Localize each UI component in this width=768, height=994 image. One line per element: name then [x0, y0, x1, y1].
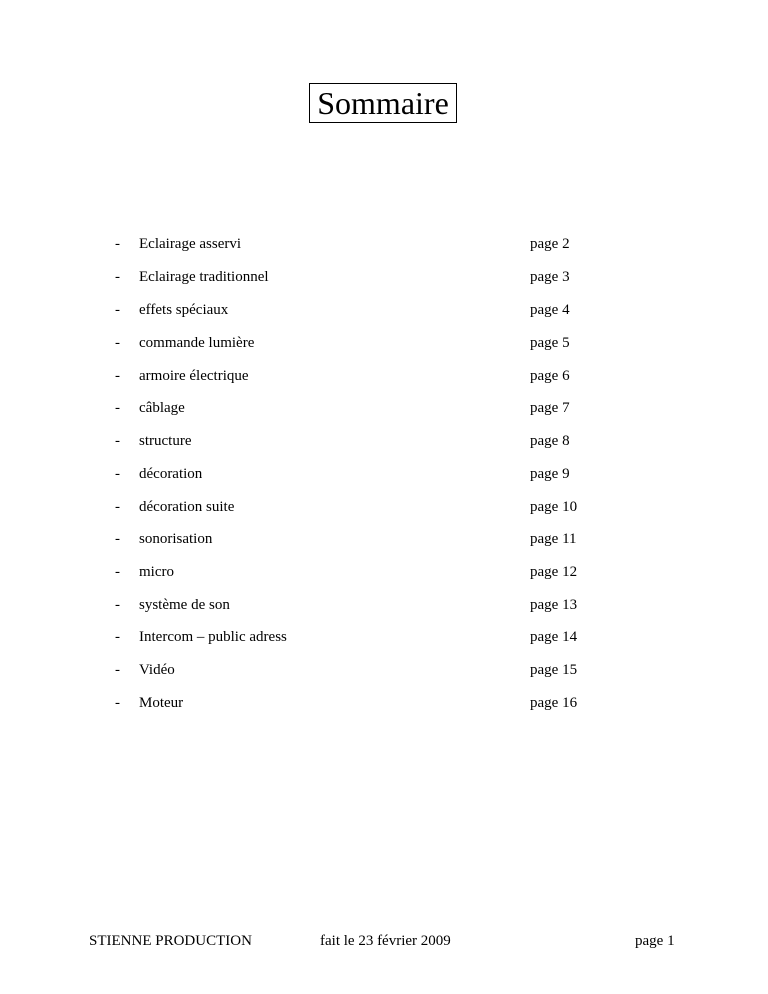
toc-entry	[0, 499, 768, 519]
footer-company: STIENNE PRODUCTION	[89, 933, 252, 949]
toc-entry	[0, 400, 768, 420]
toc-label: armoire électrique	[139, 368, 249, 384]
toc-page-number: page 7	[530, 400, 570, 416]
toc-entry	[0, 433, 768, 453]
toc-page-number: page 6	[530, 368, 570, 384]
toc-dash: -	[115, 597, 120, 613]
toc-entry	[0, 368, 768, 388]
toc-dash: -	[115, 400, 120, 416]
toc-dash: -	[115, 466, 120, 482]
toc-label: structure	[139, 433, 192, 449]
toc-dash: -	[115, 531, 120, 547]
toc-dash: -	[115, 564, 120, 580]
toc-label: Vidéo	[139, 662, 175, 678]
toc-label: commande lumière	[139, 335, 255, 351]
toc-entry	[0, 335, 768, 355]
toc-dash: -	[115, 695, 120, 711]
toc-page-number: page 12	[530, 564, 578, 580]
toc-label: micro	[139, 564, 174, 580]
toc-entry	[0, 695, 768, 715]
toc-entry	[0, 302, 768, 322]
toc-entry	[0, 269, 768, 289]
page-title: Sommaire	[309, 83, 457, 123]
toc-label: Intercom – public adress	[139, 629, 287, 645]
toc-dash: -	[115, 236, 120, 252]
toc-page-number: page 10	[530, 499, 578, 515]
toc-label: sonorisation	[139, 531, 213, 547]
toc-page-number: page 13	[530, 597, 578, 613]
toc-page-number: page 8	[530, 433, 570, 449]
toc-dash: -	[115, 499, 120, 515]
toc-label: Eclairage traditionnel	[139, 269, 269, 285]
toc-label: Moteur	[139, 695, 184, 711]
toc-entry	[0, 531, 768, 551]
toc-dash: -	[115, 368, 120, 384]
toc-label: décoration	[139, 466, 203, 482]
toc-page-number: page 3	[530, 269, 570, 285]
footer-date: fait le 23 février 2009	[320, 933, 451, 949]
toc-entry	[0, 629, 768, 649]
page-footer	[0, 933, 768, 953]
toc-page-number: page 4	[530, 302, 570, 318]
toc-page-number: page 11	[530, 531, 577, 547]
toc-dash: -	[115, 629, 120, 645]
toc-dash: -	[115, 269, 120, 285]
footer-page-number: page 1	[635, 933, 675, 949]
toc-label: Eclairage asservi	[139, 236, 242, 252]
toc-dash: -	[115, 662, 120, 678]
toc-entry	[0, 564, 768, 584]
toc-page-number: page 2	[530, 236, 570, 252]
toc-page-number: page 5	[530, 335, 570, 351]
toc-page-number: page 15	[530, 662, 578, 678]
toc-entry	[0, 662, 768, 682]
toc-entry	[0, 236, 768, 256]
toc-dash: -	[115, 302, 120, 318]
toc-page-number: page 9	[530, 466, 570, 482]
toc-page-number: page 16	[530, 695, 578, 711]
toc-entry	[0, 466, 768, 486]
toc-dash: -	[115, 433, 120, 449]
toc-label: décoration suite	[139, 499, 235, 515]
toc-entry	[0, 597, 768, 617]
toc-page-number: page 14	[530, 629, 578, 645]
toc-label: câblage	[139, 400, 185, 416]
toc-label: système de son	[139, 597, 230, 613]
toc-label: effets spéciaux	[139, 302, 229, 318]
toc-dash: -	[115, 335, 120, 351]
